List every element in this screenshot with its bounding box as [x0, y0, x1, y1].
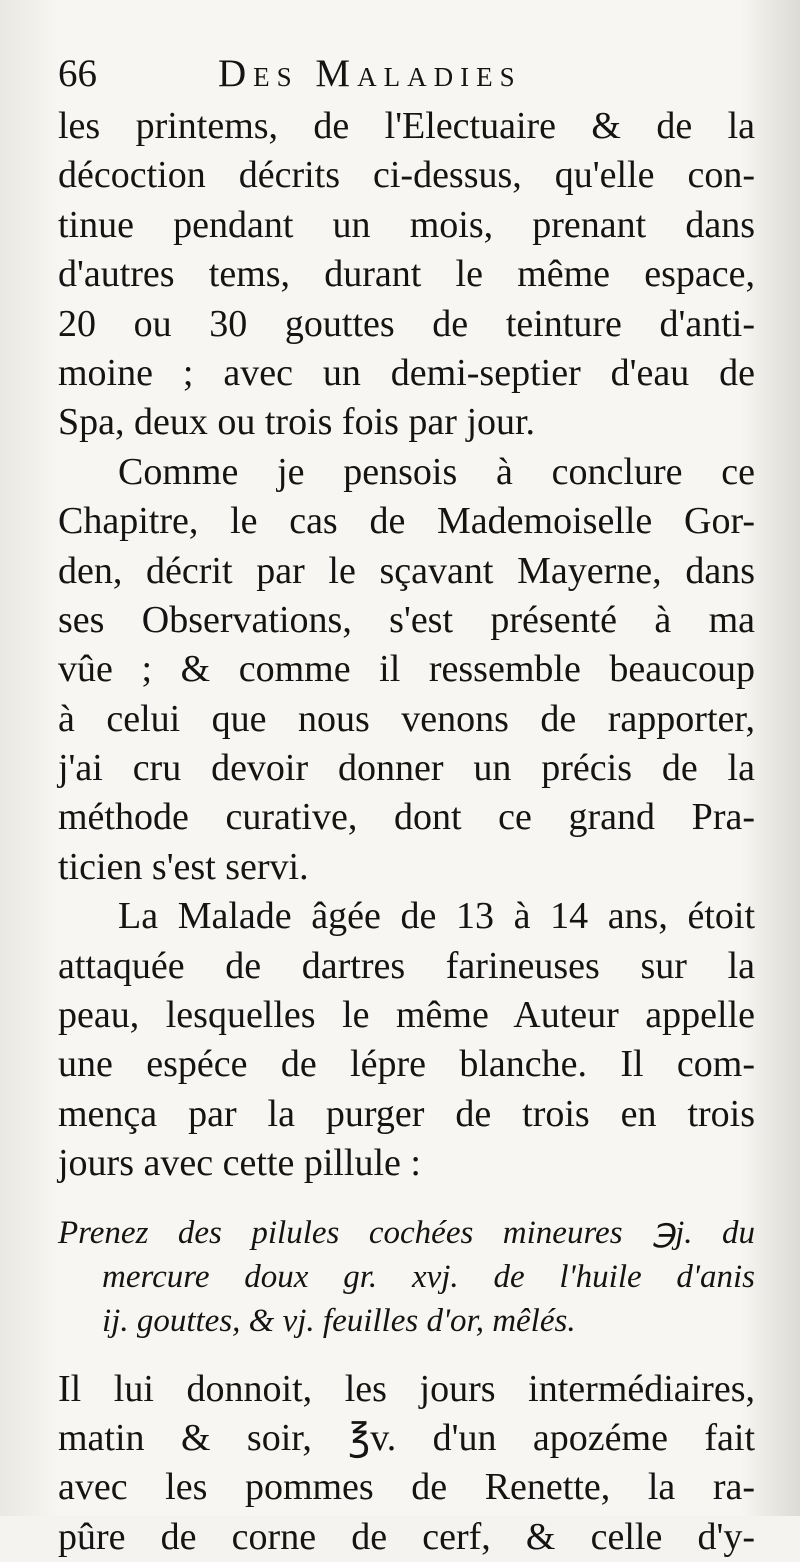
text-line: matin & soir, ℥v. d'un apozéme fait [58, 1416, 755, 1459]
text-line: vûe ; & comme il ressemble beaucoup [58, 648, 755, 691]
paragraph [58, 892, 755, 1188]
text-line: à celui que nous venons de rapporter, [58, 697, 755, 740]
text-line: avec les pommes de Renette, la ra- [58, 1466, 755, 1509]
spacer [58, 1189, 755, 1211]
page-number: 66 [58, 52, 97, 95]
text-line: d'autres tems, durant le même espace, [58, 253, 755, 296]
text-line: tinue pendant un mois, prenant dans [58, 203, 755, 246]
text-line: mença par la purger de trois en trois [58, 1092, 755, 1135]
paragraph [58, 102, 755, 448]
text-line: ticien s'est servi. [58, 845, 309, 888]
text-line: une espéce de lépre blanche. Il com- [58, 1043, 755, 1086]
text-line: décoction décrits ci-dessus, qu'elle con- [58, 154, 755, 197]
text-line: j'ai cru devoir donner un précis de la [58, 747, 755, 790]
recipe-line: ij. gouttes, & vj. feuilles d'or, mêlés. [102, 1302, 576, 1339]
text-line: jours avec cette pillule : [58, 1142, 421, 1185]
text-line: Comme je pensois à conclure ce [118, 450, 755, 493]
recipe-line: mercure doux gr. xvj. de l'huile d'anis [102, 1258, 755, 1295]
text-line: ses Observations, s'est présenté à ma [58, 598, 755, 641]
spacer [58, 1343, 755, 1365]
page-body [58, 102, 755, 1562]
paragraph [58, 1365, 755, 1562]
recipe-block [58, 1211, 755, 1343]
text-line: Il lui donnoit, les jours intermédiaires, [58, 1367, 755, 1410]
recipe-line: Prenez des pilules cochées mineures ℈j. du [58, 1214, 755, 1251]
text-line: les printems, de l'Electuaire & de la [58, 105, 755, 147]
text-line: pûre de corne de cerf, & celle d'y- [58, 1515, 755, 1558]
text-line: moine ; avec un demi-septier d'eau de [58, 351, 755, 394]
text-line: méthode curative, dont ce grand Pra- [58, 796, 755, 839]
text-line: Chapitre, le cas de Mademoiselle Gor- [58, 500, 755, 543]
paragraph [58, 448, 755, 893]
text-line: attaquée de dartres farineuses sur la [58, 944, 755, 987]
text-line: Spa, deux ou trois fois par jour. [58, 401, 536, 444]
text-line: den, décrit par le sçavant Mayerne, dans [58, 549, 755, 592]
page-header [58, 44, 758, 104]
text-line: peau, lesquelles le même Auteur appelle [58, 994, 755, 1037]
text-line: La Malade âgée de 13 à 14 ans, étoit [118, 895, 755, 938]
running-title: Des Maladies [218, 52, 522, 95]
text-line: 20 ou 30 gouttes de teinture d'anti- [58, 302, 755, 345]
